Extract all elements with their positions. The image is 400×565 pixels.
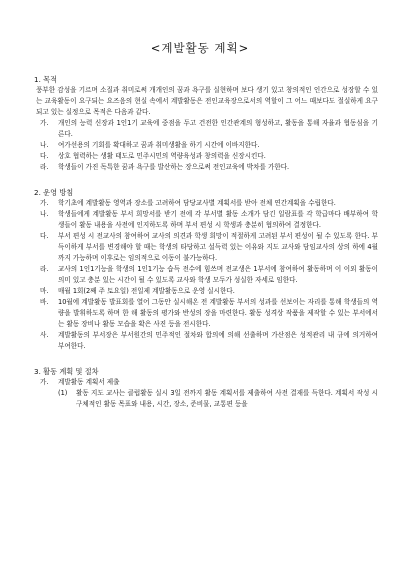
list-item	[22, 151, 378, 162]
section-intro: 풍부한 감성을 기르며 소질과 취미로써 개개인의 꿈과 욕구를 실현하며 보다 생기 있고 창의적인 인간으로 성장할 수 있는 교육활동이 요구되는 요즈음의 현실 속에서 계발활동은 전인교육장으로서의 역할이 그 어느 때보다도 절실하게 요구되고 있는 실정으로 목적은 다음과 같다.	[36, 86, 378, 116]
item-text: 학생들에게 계발활동 부서 희망서를 받기 전에 각 부서별 활동 소개가 담긴 일람표를 각 학급마다 배부하여 학 생들이 활동 내용을 사전에 인지하도록 하며 부서 편성 시 학생과 충분히 협의하여 결정한다.	[58, 210, 378, 229]
list-item	[22, 330, 378, 352]
item-marker: 가.	[40, 119, 49, 127]
item-text: 개인의 능력 신장과 1인1기 교육에 중점을 두고 건전한 인간관계의 형성하고, 활동을 통해 자율과 협동심을 기른다.	[58, 119, 378, 138]
section-heading: 2. 운영 방침	[34, 188, 74, 197]
item-marker: 바.	[40, 298, 49, 306]
list-item	[22, 297, 378, 330]
item-text: 학기초에 계발활동 영역과 장소를 고려하여 담당교사별 계획서를 받아 전체 연간계획을 수립한다.	[58, 199, 336, 207]
section-operation-policy	[22, 187, 378, 352]
item-marker: 마.	[40, 287, 49, 295]
section-heading: 1. 목적	[34, 75, 58, 84]
item-marker: 사.	[40, 331, 49, 339]
section-heading: 3. 활동 계획 및 절차	[34, 367, 99, 376]
item-marker: 라.	[40, 163, 49, 171]
list-item	[22, 264, 378, 286]
list-item	[22, 286, 378, 297]
list-item	[22, 162, 378, 173]
section-purpose	[22, 74, 378, 173]
item-marker: 다.	[40, 232, 49, 240]
section-activity-plan	[22, 366, 378, 410]
list-item	[22, 209, 378, 231]
item-marker: 라.	[40, 265, 49, 273]
item-marker: 가.	[40, 199, 49, 207]
list-item	[22, 140, 378, 151]
item-text: 학생들이 가진 독특한 꿈과 욕구를 발산하는 장으로써 전인교육에 박차를 가한다.	[58, 163, 290, 171]
item-marker: 나.	[40, 141, 49, 149]
sub-list-item	[22, 388, 378, 410]
item-text: 매월 1회(2째 주 토요일) 전일제 계발활동으로 운영 실시한다.	[58, 287, 235, 295]
item-marker: 다.	[40, 152, 49, 160]
item-marker: 가.	[40, 378, 49, 386]
item-text: 계발활동의 부서장은 부서원간의 민주적인 절차와 합의에 의해 선출하며 가산점은 성적관리 내 규에 의거하여 부여한다.	[58, 331, 378, 350]
item-text: 부서 편성 시 전교사의 참여하여 교사의 의견과 학생 희망이 적절하게 고려된 부서 편성이 될 수 있도록 한다. 부득이하게 부서를 변경해야 할 때는 학생의 타당하고 설득력 있는 이유와 지도 교사와 담임교사의 상의 하에 4월까지 가능하며 이후로는 임의적으로 이동이 불가능하다.	[58, 232, 378, 262]
item-text: 여가선용의 기회를 확대하고 꿈과 취미생활을 하기 시간에 이바지한다.	[58, 141, 260, 149]
item-text: 교사의 1인1기능을 학생의 1인1기능 습득 전수에 힘쓰며 전교생은 1부서에 참여하여 활동하며 이 이외 활동이 의미 있고 충분 있는 시간이 될 수 있도록 교사와 학생 모두가 성실한 자세로 임한다.	[58, 265, 378, 284]
list-item	[22, 198, 378, 209]
item-text: 상호 협력하는 생활 태도로 민주시민의 역량육성과 창의력을 신장시킨다.	[58, 152, 266, 160]
document-title: <계발활동 계획>	[150, 41, 250, 55]
item-text: 10월에 계발활동 발표회를 열어 그동안 실시해온 전 계발활동 부서의 성과를 선보이는 자리를 통해 학생들의 역량을 발휘하도록 하며 한 해 활동의 평가와 반성의 장을 마련한다. 활동 성격상 작품을 제작할 수 있는 부서에서는 활동 장비나 활동 모습을 확은 사진 등을 전시한다.	[58, 298, 378, 328]
list-item	[22, 231, 378, 264]
list-item	[22, 118, 378, 140]
item-marker: 나.	[40, 210, 49, 218]
item-text: 계발활동 계획서 제출	[58, 378, 120, 386]
sub-item-text: 활동 지도 교사는 클럽활동 실시 3일 전까지 활동 계획서를 제출하여 사전 결재를 득한다. 계획서 작성 시 구체적인 활동 목표와 내용, 시간, 장소, 준비물, 교통편 등을	[76, 389, 378, 408]
list-item	[22, 377, 378, 388]
sub-item-marker: (1)	[58, 389, 68, 397]
